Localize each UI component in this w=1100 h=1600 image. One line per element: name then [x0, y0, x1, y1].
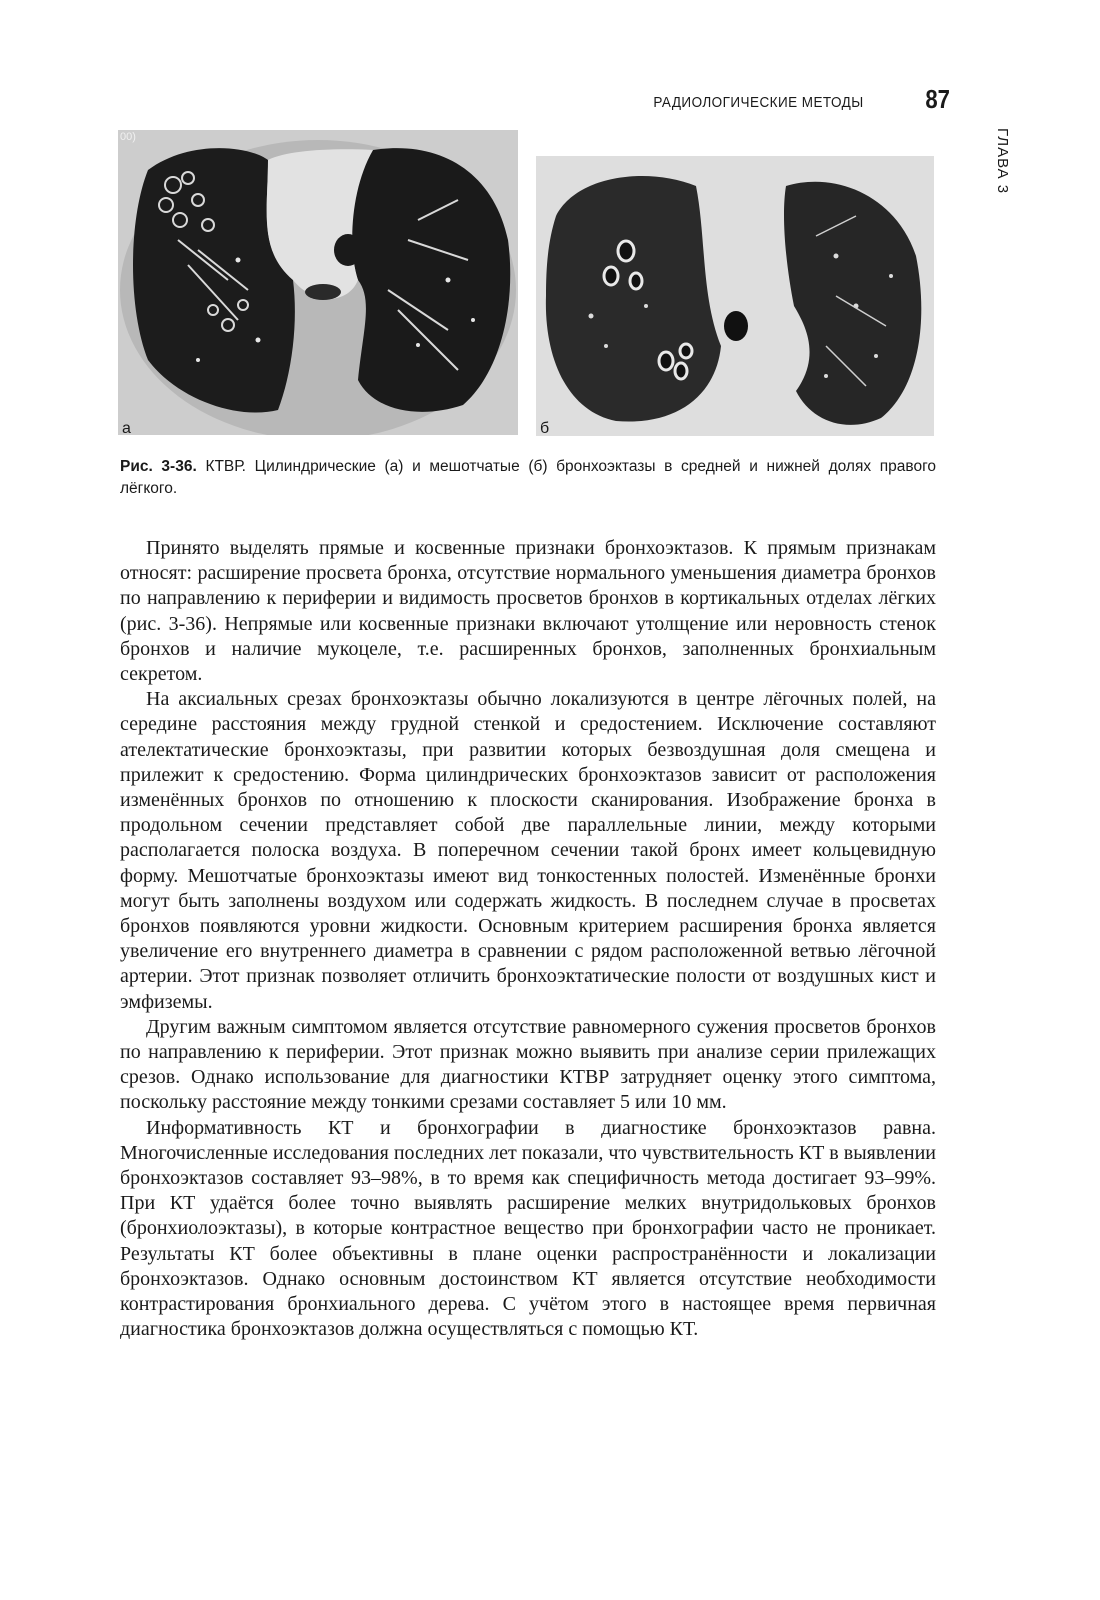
caption-text: КТВР. Цилиндрические (а) и мешотчатые (б) бронхоэктазы в средней и нижней долях правого лёгкого. [120, 458, 937, 497]
running-head: РАДИОЛОГИЧЕСКИЕ МЕТОДЫ [653, 94, 864, 111]
page-header [120, 84, 950, 120]
page-number: 87 [925, 84, 950, 114]
ct-image-a [118, 130, 518, 435]
paragraph: Принято выделять прямые и косвенные признаки бронхоэктазов. К прямым признакам относят: расширение просвета бронха, отсутствие нормального уменьшения диаметра бронхов по направлению к периферии и видимость просветов бронхов в кортикальных отделах лёгких (рис. 3-36). Непрямые или косвенные признаки включают утолщение или неровность стенок бронхов и наличие мукоцеле, т.е. расширенных бронхов, заполненных бронхиальным секретом. [120, 537, 936, 686]
panel-label-a: а [122, 420, 131, 437]
panel-label-b: б [540, 420, 550, 437]
paragraph: Информативность КТ и бронхографии в диагностике бронхоэктазов равна. Многочисленные исследования последних лет показали, что чувствительность КТ в выявлении бронхоэктазов составляет 93–98%, в то время как специфичность метода достигает 93–99%. При КТ удаётся более точно выявлять расширение мелких внутридольковых бронхов (бронхиолоэктазы), в которые контрастное вещество при бронхографии часто не проникает. Результаты КТ более объективны в плане оценки распространённости и локализации бронхоэктазов. Однако основным достоинством КТ является отсутствие необходимости контрастирования бронхиального дерева. С учётом этого в настоящее время первичная диагностика бронхоэктазов должна осуществляться с помощью КТ. [120, 1116, 936, 1341]
svg-text:00): 00) [120, 131, 136, 143]
paragraph: На аксиальных срезах бронхоэктазы обычно локализуются в центре лёгочных полей, на середине расстояния между грудной стенкой и средостением. Исключение составляют ателектатические бронхоэктазы, при развитии которых безвоздушная доля смещена и прилежит к средостению. Форма цилиндрических бронхоэктазов зависит от расположения изменённых бронхов по отношению к плоскости сканирования. Изображение бронха в продольном сечении представляет собой две параллельные линии, между которыми располагается полоска воздуха. В поперечном сечении такой бронх имеет кольцевидную форму. Мешотчатые бронхоэктазы имеют вид тонкостенных полостей. Изменённые бронхи могут быть заполнены воздухом или содержать жидкость. В последнем случае в просветах бронхов появляются уровни жидкости. Основным критерием расширения бронха является увеличение его внутреннего диаметра в сравнении с рядом расположенной ветвью лёгочной артерии. Этот признак позволяет отличить бронхоэктатические полости от воздушных кист и эмфиземы. [120, 688, 936, 1013]
paragraph: Другим важным симптомом является отсутствие равномерного сужения просветов бронхов по направлению к периферии. Этот признак можно выявить при анализе серии прилежащих срезов. Однако использование для диагностики КТВР затрудняет оценку этого симптома, поскольку расстояние между тонкими срезами составляет 5 или 10 мм. [120, 1015, 936, 1114]
chapter-tab [994, 128, 1024, 218]
chapter-label: ГЛАВА 3 [994, 128, 1011, 195]
ct-image-b [536, 156, 934, 436]
figure-caption [120, 456, 936, 500]
figure-3-36 [118, 130, 958, 440]
body-text [120, 536, 936, 1343]
caption-ref: Рис. 3-36. [120, 458, 197, 475]
